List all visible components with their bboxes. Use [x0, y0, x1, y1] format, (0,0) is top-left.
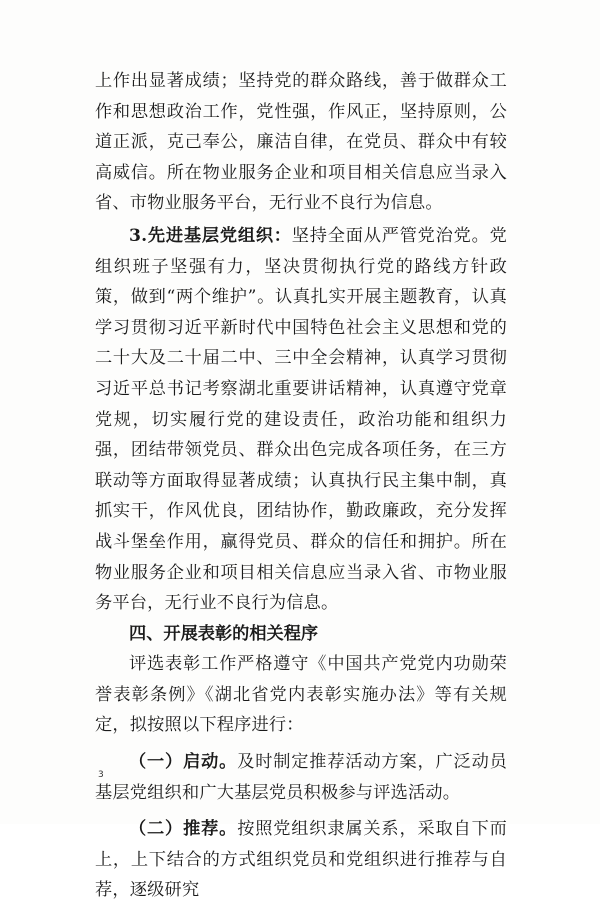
page-number: 3	[98, 770, 104, 780]
paragraph-text: 坚持全面从严管党治党。党组织班子坚强有力，坚决贯彻执行党的路线方针政策，做到“两个维护”。认真扎实开展主题教育，认真学习贯彻习近平新时代中国特色社会主义思想和党的二十大及二十届二中、三中全会精神，认真学习贯彻习近平总书记考察湖北重要讲话精神，认真遵守党章党规，切实履行党的建设责任，政治功能和组织力强，团结带领党员、群众出色完成各项任务，在三方联动等方面取得显著成绩；认真执行民主集中制，真抓实干，作风优良，团结协作，勤政廉政，充分发挥战斗堡垒作用，赢得党员、群众的信任和拥护。所在物业服务企业和项目相关信息应当录入省、市物业服务平台，无行业不良行为信息。	[95, 225, 507, 614]
paragraph-procedure-intro: 评选表彰工作严格遵守《中国共产党党内功勋荣誉表彰条例》《湖北省党内表彰实施办法》等有关规定，拟按照以下程序进行：	[95, 654, 507, 736]
paragraph-step-start	[95, 747, 507, 808]
paragraph-lead: （二）推荐。	[129, 819, 238, 840]
paragraph-text: 按照党组织隶属关系，采取自下而上，上下结合的方式组织党员和党组织进行推荐与自荐，逐级研究	[95, 819, 507, 901]
paragraph-text: 及时制定推荐活动方案，广泛动员基层党组织和广大基层党员积极参与评选活动。	[95, 752, 507, 803]
paragraph-continuation: 上作出显著成绩；坚持党的群众路线，善于做群众工作和思想政治工作，党性强，作风正，坚持原则，公道正派，克己奉公，廉洁自律，在党员、群众中有较高威信。所在物业服务企业和项目相关信息应当录入省、市物业服务平台，无行业不良行为信息。	[95, 71, 507, 214]
paragraph-advanced-party-organization	[95, 221, 507, 619]
paragraph-lead: （一）启动。	[129, 752, 238, 773]
document-body	[95, 66, 507, 906]
section-heading: 四、开展表彰的相关程序	[129, 623, 319, 644]
paragraph-lead: 3.先进基层党组织：	[129, 225, 292, 246]
paragraph-step-recommend	[95, 814, 507, 906]
